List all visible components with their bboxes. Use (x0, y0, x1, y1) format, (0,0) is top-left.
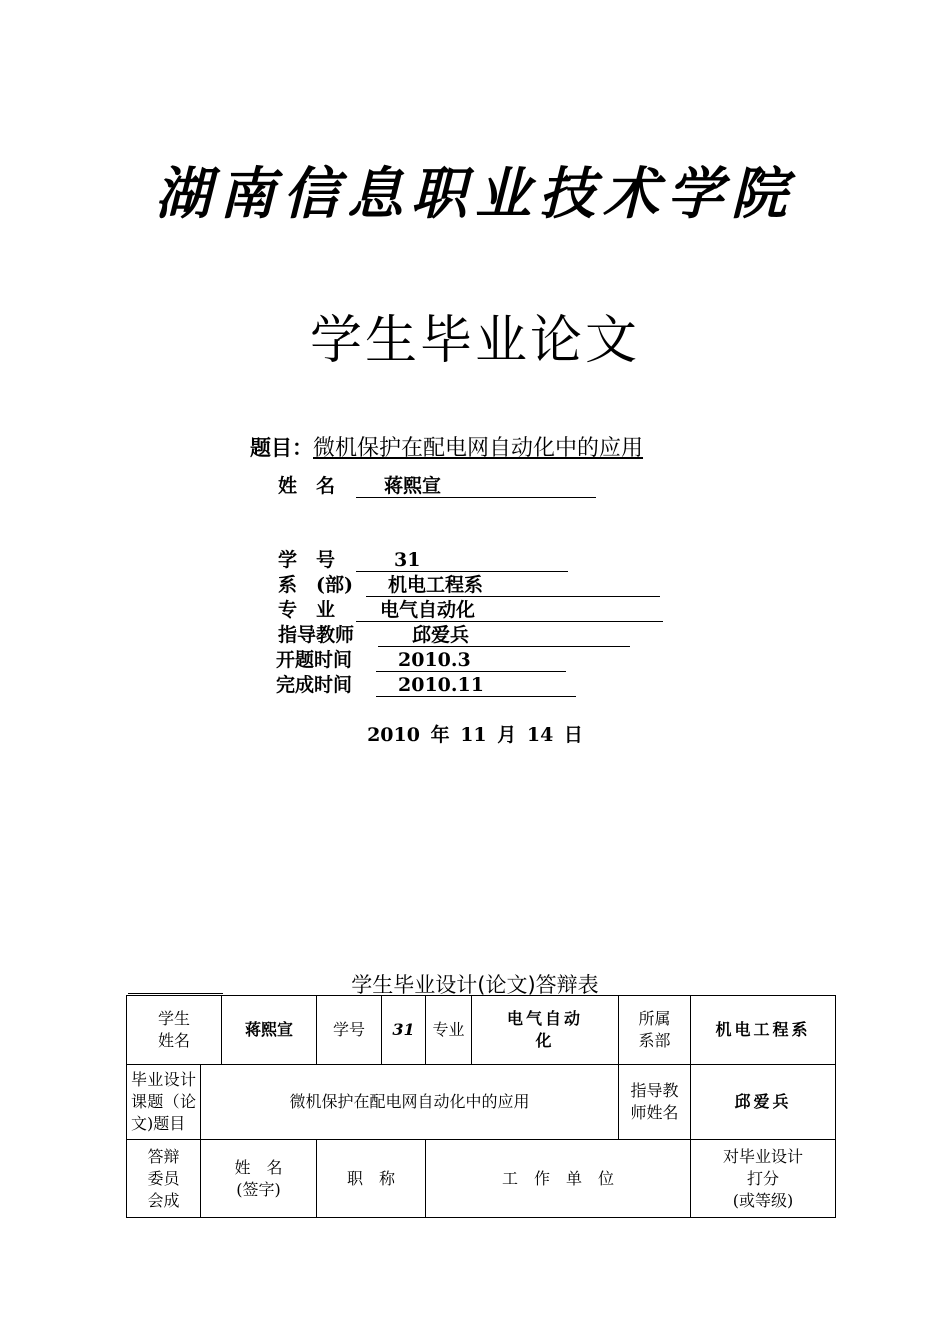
student-name-value: 蒋熙宣 (222, 996, 317, 1065)
table-row (127, 996, 836, 1065)
advisor-value-cell: 邱爱兵 (691, 1065, 836, 1140)
info-value: 蒋熙宣 (356, 475, 596, 498)
info-row-end-time (276, 673, 576, 697)
info-value: 2010.3 (376, 649, 566, 672)
topic-row (250, 431, 655, 462)
student-id-label: 学号 (317, 996, 382, 1065)
submission-date: 2010 年 11 月 14 日 (367, 724, 583, 746)
info-value: 机电工程系 (366, 574, 660, 597)
info-row-start-time (276, 648, 566, 672)
advisor-label-cell: 指导教 师姓名 (619, 1065, 691, 1140)
document-type-title: 学生毕业论文 (309, 311, 640, 371)
major-label: 专业 (426, 996, 472, 1065)
info-row-major (278, 598, 663, 622)
department-value: 机电工程系 (691, 996, 836, 1065)
info-value: 邱爱兵 (378, 624, 630, 647)
info-label: 系 (部) (278, 574, 353, 596)
defense-table (126, 995, 836, 1218)
info-row-department (278, 573, 660, 597)
info-label: 完成时间 (276, 674, 353, 696)
school-name: 湖南信息职业技术学院 (155, 161, 795, 227)
info-value: 电气自动化 (356, 599, 663, 622)
student-id-value: 31 (382, 996, 426, 1065)
info-row-student-id (278, 548, 568, 572)
topic-label-cell: 毕业设计 课题（论 文)题目 (127, 1065, 201, 1140)
defense-table-title: 学生毕业设计(论文)答辩表 (351, 973, 599, 997)
member-name-header: 姓 名 (签字) (201, 1140, 317, 1218)
info-row-name (278, 474, 596, 498)
committee-label-cell: 答辩 委员 会成 (127, 1140, 201, 1218)
info-value: 31 (356, 549, 568, 572)
info-label: 开题时间 (276, 649, 353, 671)
title-rule (128, 993, 223, 994)
department-label: 所属 系部 (619, 996, 691, 1065)
topic-value-cell: 微机保护在配电网自动化中的应用 (201, 1065, 619, 1140)
student-name-label: 学生 姓名 (127, 996, 222, 1065)
info-label: 姓 名 (278, 475, 336, 497)
topic-label: 题目： (250, 435, 313, 460)
member-title-header: 职 称 (317, 1140, 426, 1218)
info-label: 学 号 (278, 549, 336, 571)
work-unit-header: 工 作 单 位 (426, 1140, 691, 1218)
info-label: 专 业 (278, 599, 336, 621)
info-label: 指导教师 (278, 624, 355, 646)
info-row-advisor (278, 623, 630, 647)
major-value: 电气自动 化 (472, 996, 619, 1065)
info-value: 2010.11 (376, 674, 576, 697)
table-row (127, 1065, 836, 1140)
score-header: 对毕业设计 打分 (或等级) (691, 1140, 836, 1218)
table-row (127, 1140, 836, 1218)
topic-value: 微机保护在配电网自动化中的应用 (313, 436, 644, 461)
